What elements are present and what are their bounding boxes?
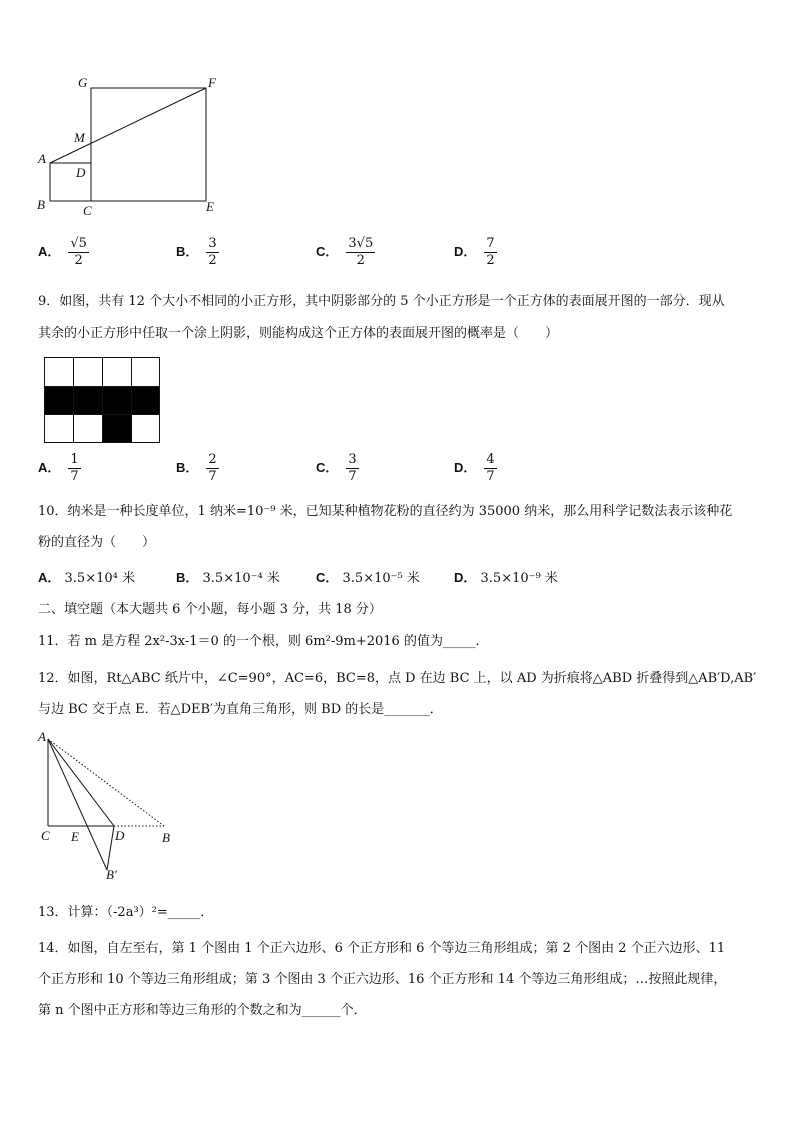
q9-option-c[interactable] [316,452,359,485]
label-c: C [83,203,92,218]
denominator: 7 [208,469,217,484]
label-g: G [78,75,88,90]
q14-stem-line3: 第 n 个图中正方形和等边三角形的个数之和为______个． [38,1003,367,1018]
denominator: 2 [74,253,83,268]
q8-figure [30,70,230,220]
q10-stem-line1: 10．纳米是一种长度单位，1 纳米=10⁻⁹ 米，已知某种植物花粉的直径约为 35000 纳米，那么用科学记数法表示该种花 [38,504,733,519]
q8-option-d[interactable] [454,236,497,269]
q8-option-b[interactable] [176,236,219,269]
option-letter: D． [454,570,477,585]
grid-cell [131,414,160,443]
q12-stem-line2: 与边 BC 交于点 E．若△DEB′为直角三角形，则 BD 的长是_______． [38,702,443,717]
option-text: 3.5×10⁻⁴ 米 [202,571,280,586]
q10-option-b[interactable] [176,567,280,586]
q11-stem: 11．若 m 是方程 2x²-3x-1＝0 的一个根，则 6m²-9m+2016 的值为_____． [38,634,489,649]
q10-stem-line2: 粉的直径为（ ） [38,535,156,550]
option-letter: B． [176,570,199,585]
label-b: B [37,197,45,212]
option-letter: A． [38,460,61,475]
option-letter: A． [38,244,61,259]
q13-stem: 13．计算：（-2a³）²=_____． [38,905,214,920]
q9-option-b[interactable] [176,452,219,485]
label-d: D [115,828,125,843]
label-c: C [41,828,50,843]
option-text: 3.5×10⁴ 米 [64,571,135,586]
grid-cell [73,414,103,443]
denominator: 7 [70,469,79,484]
q8-option-a[interactable] [38,236,89,269]
grid-cell-shaded [102,414,132,443]
option-letter: D． [454,244,477,259]
q9-option-a[interactable] [38,452,81,485]
denominator: 7 [348,469,357,484]
numerator: 4 [486,452,495,467]
q12-figure [30,725,190,885]
grid-cell [44,357,74,387]
section-heading: 二、填空题（本大题共 6 个小题，每小题 3 分，共 18 分） [38,602,382,617]
q9-grid-figure [44,357,160,443]
denominator: 2 [208,253,217,268]
denominator: 2 [356,253,365,268]
q8-option-c[interactable] [316,236,375,269]
q9-stem-line1: 9．如图，共有 12 个大小不相同的小正方形，其中阴影部分的 5 个小正方形是一个正方体的表面展开图的一部分．现从 [38,294,725,309]
label-b: B [162,830,170,845]
q9-stem-line2: 其余的小正方形中任取一个涂上阴影，则能构成这个正方体的表面展开图的概率是（ ） [38,326,559,341]
option-letter: D． [454,460,477,475]
large-square [91,88,206,201]
q10-option-c[interactable] [316,567,420,586]
option-letter: B． [176,460,199,475]
grid-cell [102,357,132,387]
label-e: E [206,199,214,214]
denominator: 7 [486,469,495,484]
option-letter: C． [316,570,339,585]
segment-db-prime [107,826,114,870]
option-letter: B． [176,244,199,259]
label-b-prime: B′ [106,867,117,882]
denominator: 2 [486,253,495,268]
option-text: 3.5×10⁻⁹ 米 [480,571,558,586]
q14-stem-line2: 个正方形和 10 个等边三角形组成；第 3 个图由 3 个正六边形、16 个正方形和 14 个等边三角形组成；…按照此规律， [38,972,727,987]
numerator: 2 [208,452,217,467]
q14-stem-line1: 14．如图，自左至右，第 1 个图由 1 个正六边形、6 个正方形和 6 个等边三角形组成；第 2 个图由 2 个正六边形、11 [38,941,726,956]
label-a: A [38,151,46,166]
numerator: 7 [486,236,495,251]
label-f: F [208,75,216,90]
label-m: M [74,130,85,145]
grid-cell [131,357,160,387]
label-e: E [71,829,79,844]
numerator: 1 [70,452,79,467]
label-d: D [76,165,86,180]
grid-cell-shaded [73,386,103,415]
q10-option-d[interactable] [454,567,558,586]
grid-cell-shaded [131,386,160,415]
option-letter: C． [316,460,339,475]
q9-option-d[interactable] [454,452,497,485]
option-letter: A． [38,570,61,585]
grid-cell [73,357,103,387]
numerator: 3 [208,236,217,251]
option-text: 3.5×10⁻⁵ 米 [342,571,420,586]
numerator: √5 [70,236,87,251]
numerator: 3 [348,452,357,467]
grid-cell-shaded [102,386,132,415]
grid-cell [44,414,74,443]
q12-stem-line1: 12．如图，Rt△ABC 纸片中，∠C=90°，AC=6，BC=8，点 D 在边 BC 上，以 AD 为折痕将△ABD 折叠得到△AB′D,AB′ [38,671,757,686]
numerator: 3√5 [348,236,374,251]
q10-option-a[interactable] [38,567,135,586]
option-letter: C． [316,244,339,259]
label-a: A [38,729,46,744]
segment-ab-dotted [48,739,164,826]
segment-af [50,88,206,163]
grid-cell-shaded [44,386,74,415]
